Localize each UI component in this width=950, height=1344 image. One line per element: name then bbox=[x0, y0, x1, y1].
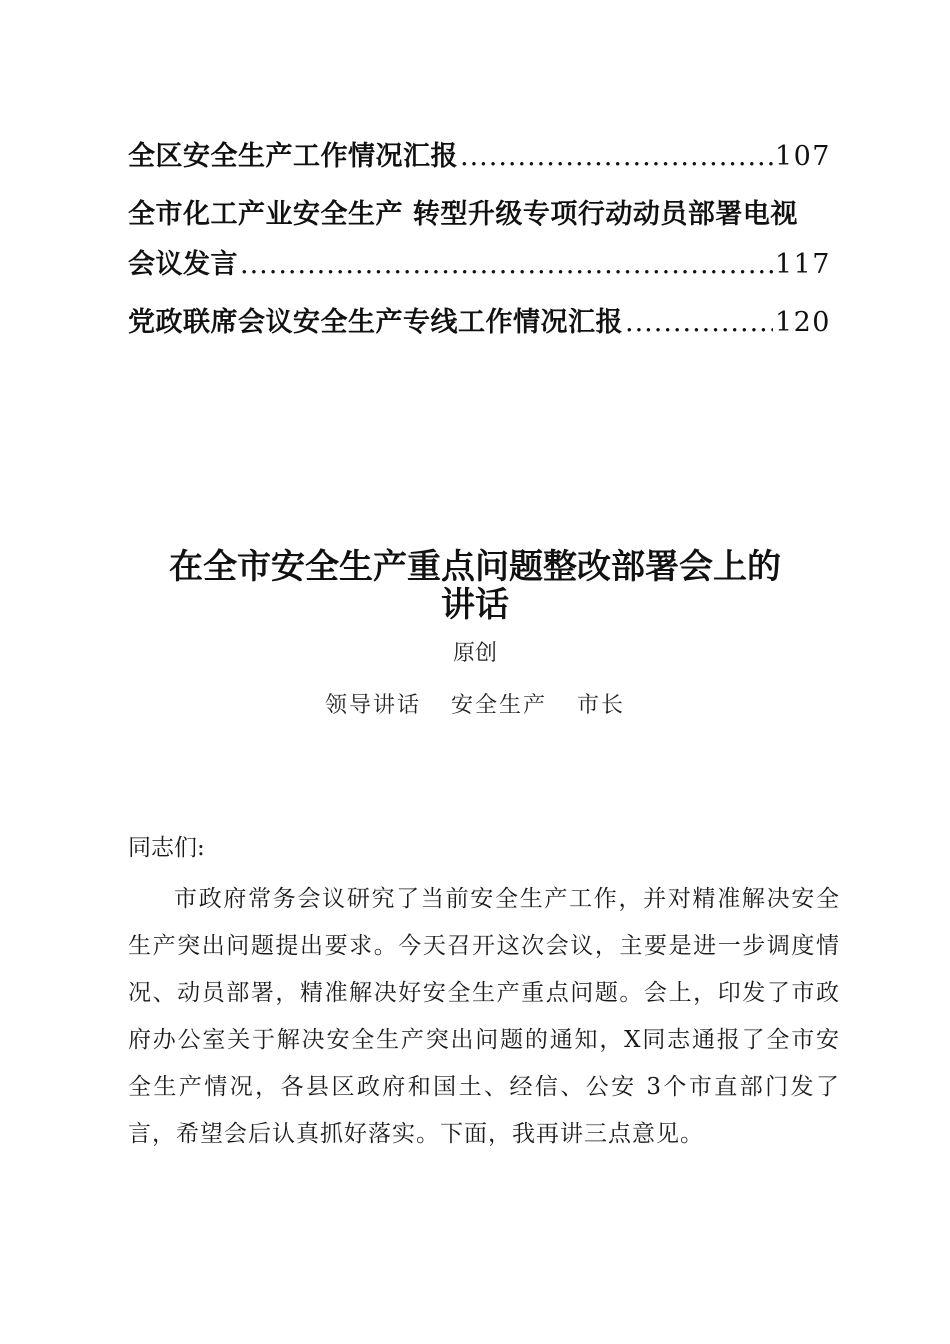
table-of-contents bbox=[128, 132, 831, 348]
tag[interactable]: 安全生产 bbox=[450, 693, 547, 718]
tag[interactable]: 市长 bbox=[577, 693, 626, 718]
toc-line bbox=[128, 240, 831, 290]
toc-entry-title-continued: 会议发言 bbox=[128, 249, 238, 280]
toc-entry[interactable] bbox=[128, 132, 831, 182]
greeting: 同志们: bbox=[128, 835, 205, 861]
toc-entry-page: 120 bbox=[774, 307, 831, 338]
article-tags bbox=[0, 688, 950, 719]
toc-line bbox=[128, 190, 831, 240]
toc-entry-page: 117 bbox=[774, 249, 831, 280]
article-body bbox=[128, 830, 840, 1158]
toc-entry-page: 107 bbox=[774, 141, 831, 172]
article-title-line: 讲话 bbox=[441, 585, 509, 625]
toc-leader-dots bbox=[460, 132, 773, 182]
tag[interactable]: 领导讲话 bbox=[324, 693, 421, 718]
toc-leader-dots bbox=[240, 240, 773, 290]
toc-entry-title: 全市化工产业安全生产 转型升级专项行动动员部署电视 bbox=[128, 199, 798, 230]
toc-entry-title: 党政联席会议安全生产专线工作情况汇报 bbox=[128, 307, 623, 338]
article-title-line: 在全市安全生产重点问题整改部署会上的 bbox=[169, 547, 781, 587]
toc-line bbox=[128, 132, 831, 182]
article-title bbox=[0, 548, 950, 624]
toc-entry[interactable] bbox=[128, 190, 831, 290]
article-source: 原创 bbox=[452, 641, 497, 666]
toc-entry-title: 全区安全生产工作情况汇报 bbox=[128, 141, 458, 172]
toc-entry[interactable] bbox=[128, 298, 831, 348]
body-paragraph: 市政府常务会议研究了当前安全生产工作，并对精准解决安全生产突出问题提出要求。今天召开这次会议，主要是进一步调度情况、动员部署，精准解决好安全生产重点问题。会上，印发了市政府办公室关于解决安全生产突出问题的通知，X同志通报了全市安全生产情况，各县区政府和国土、经信、公安 3个市直部门发了言，希望会后认真抓好落实。下面，我再讲三点意见。 bbox=[128, 886, 840, 1147]
toc-leader-dots bbox=[625, 298, 773, 348]
toc-line bbox=[128, 298, 831, 348]
